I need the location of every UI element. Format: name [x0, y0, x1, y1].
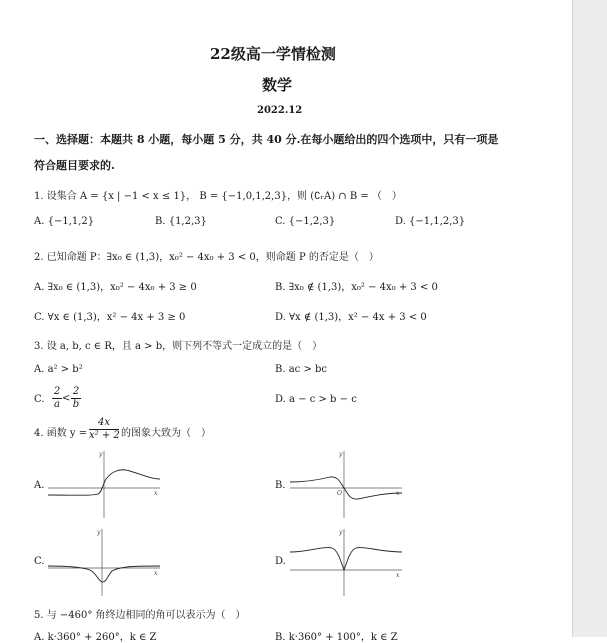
- q3-frac1: [52, 386, 62, 411]
- q4-option-d-label: D.: [275, 556, 286, 567]
- question-4-stem-suffix: 的图象大致为（ ）: [121, 428, 211, 439]
- graph-c: [46, 526, 164, 598]
- graph-b: [288, 448, 406, 520]
- graph-b-origin-label: O: [337, 490, 342, 497]
- q1-option-c: C. {−1,2,3}: [275, 216, 336, 227]
- q3-option-a: A. a² > b²: [34, 364, 83, 375]
- question-5-stem: 5. 与 −460° 角终边相同的角可以表示为（ ）: [34, 610, 246, 621]
- graph-c-x-label: x: [154, 570, 158, 577]
- question-1-stem: 1. 设集合 A = {x | −1 < x ≤ 1}， B = {−1,0,1,2,3}，则 (∁ᵣA) ∩ B = （ ）: [34, 191, 402, 202]
- question-4-stem-prefix: 4. 函数 y =: [34, 428, 88, 439]
- q4-option-a-label: A.: [34, 480, 45, 491]
- exam-title: 22级高一学情检测: [210, 45, 336, 63]
- q3-frac1-num: 2: [53, 386, 61, 397]
- section-heading-line2: 符合题目要求的.: [34, 159, 115, 172]
- q2-option-c: C. ∀x ∈ (1,3)，x² − 4x + 3 ≥ 0: [34, 312, 186, 323]
- graph-c-y-label: y: [97, 529, 101, 536]
- graph-a: [46, 448, 164, 520]
- graph-b-x-label: x: [396, 490, 400, 497]
- q1-option-d: D. {−1,1,2,3}: [395, 216, 466, 227]
- graph-c-curve: [48, 566, 160, 582]
- q3-frac2-den: b: [72, 399, 80, 410]
- q2-option-b: B. ∃x₀ ∉ (1,3)，x₀² − 4x₀ + 3 < 0: [275, 282, 438, 293]
- graph-d: [288, 526, 406, 598]
- q3-option-b: B. ac > bc: [275, 364, 328, 375]
- graph-d-y-label: y: [339, 529, 343, 536]
- q2-option-d: D. ∀x ∉ (1,3)，x² − 4x + 3 < 0: [275, 312, 427, 323]
- question-2-stem: 2. 已知命题 P：∃x₀ ∈ (1,3)，x₀² − 4x₀ + 3 < 0，则命题 P 的否定是（ ）: [34, 252, 379, 263]
- graph-a-y-label: y: [99, 451, 103, 458]
- q3-frac2: [71, 386, 81, 411]
- graph-d-curve: [290, 548, 402, 570]
- q3-option-c-label: C.: [34, 394, 45, 405]
- q5-option-b: B. k·360° + 100°，k ∈ Z: [275, 632, 398, 643]
- graph-b-y-label: y: [339, 451, 343, 458]
- q3-option-d: D. a − c > b − c: [275, 394, 357, 405]
- graph-d-x-label: x: [396, 572, 400, 579]
- q4-option-c-label: C.: [34, 556, 45, 567]
- exam-date: 2022.12: [257, 105, 303, 116]
- q1-option-a: A. {−1,1,2}: [34, 216, 95, 227]
- q4-option-b-label: B.: [275, 480, 286, 491]
- exam-subject: 数学: [262, 76, 293, 94]
- question-3-stem: 3. 设 a, b, c ∈ R，且 a > b，则下列不等式一定成立的是（ ）: [34, 341, 323, 352]
- q3-frac2-num: 2: [72, 386, 80, 397]
- q5-option-a: A. k·360° + 260°，k ∈ Z: [34, 632, 157, 643]
- q3-frac-op: <: [62, 393, 71, 404]
- q3-frac1-den: a: [54, 399, 60, 410]
- graph-a-x-label: x: [154, 490, 158, 497]
- q4-frac-den: x² + 2: [89, 430, 120, 441]
- q1-option-b: B. {1,2,3}: [155, 216, 207, 227]
- viewer-scrollbar[interactable]: [572, 0, 607, 637]
- q4-frac-num: 4x: [89, 417, 119, 430]
- section-heading-line1: 一、选择题：本题共 8 小题，每小题 5 分，共 40 分.在每小题给出的四个选项中，只有一项是: [34, 133, 499, 146]
- q2-option-a: A. ∃x₀ ∈ (1,3)，x₀² − 4x₀ + 3 ≥ 0: [34, 282, 197, 293]
- q4-fraction: [89, 417, 119, 442]
